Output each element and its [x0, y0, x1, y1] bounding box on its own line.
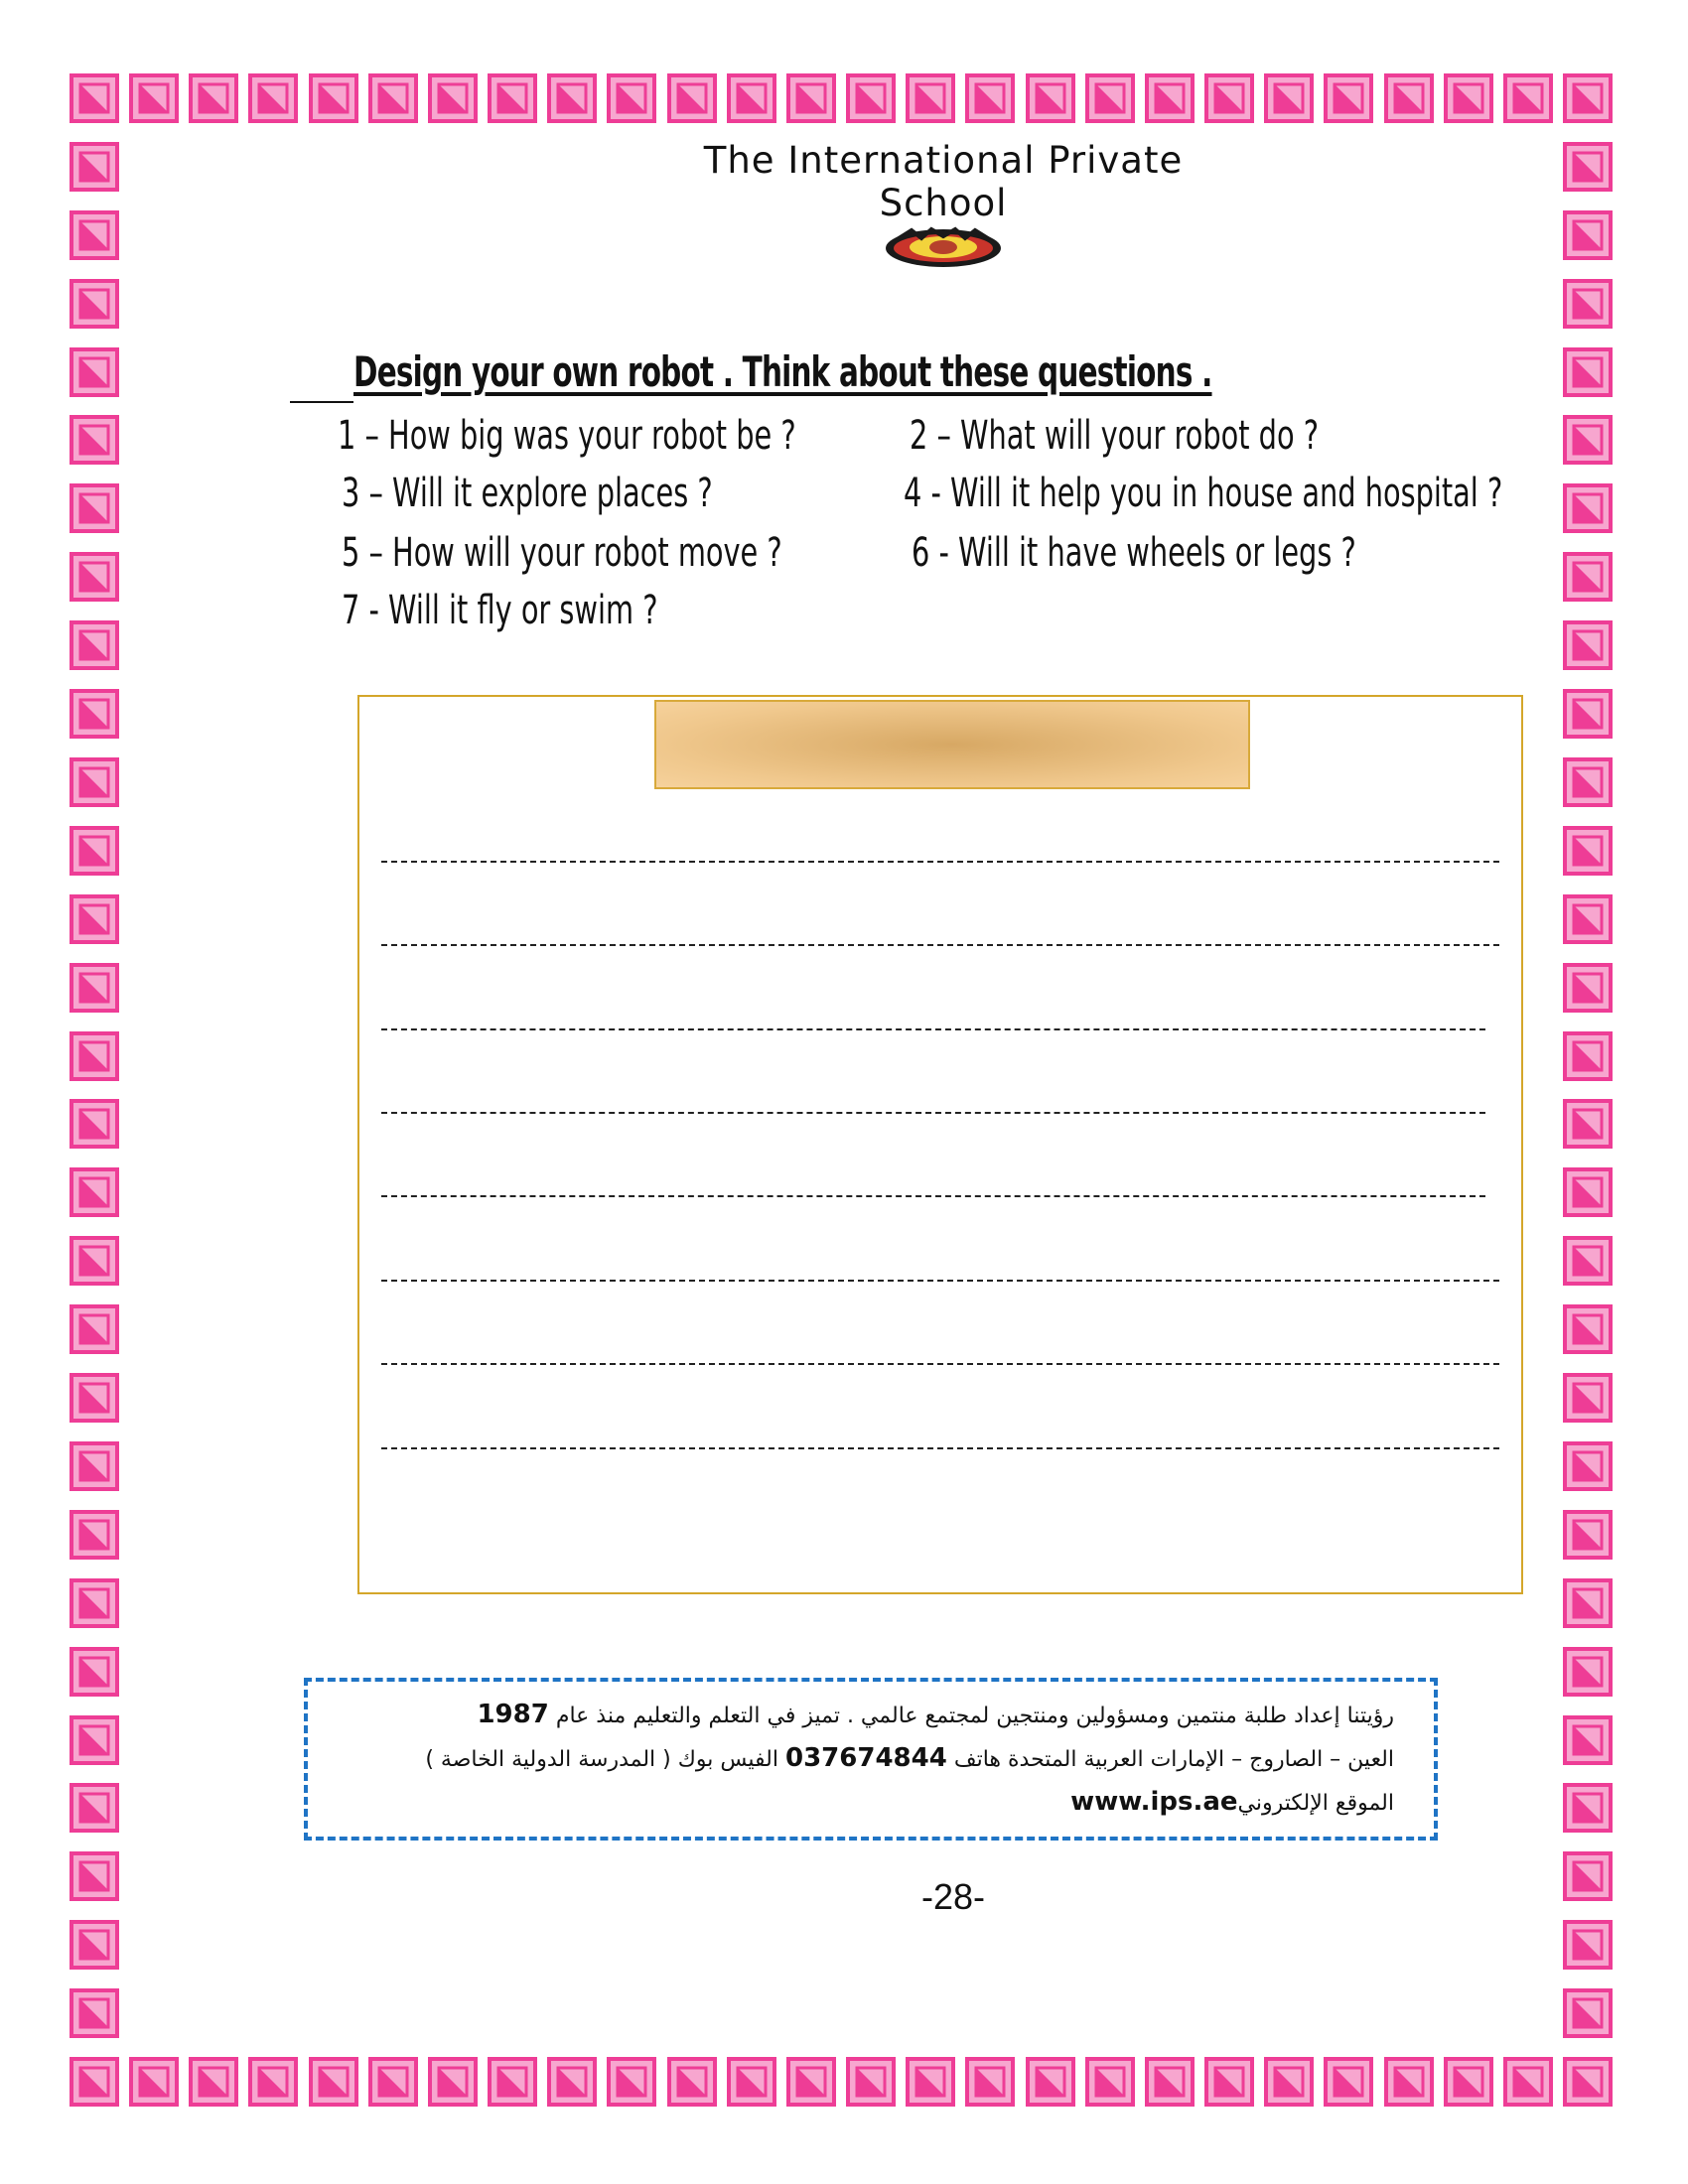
border-tile — [71, 485, 117, 531]
border-tile — [788, 2059, 834, 2105]
answer-line-8[interactable] — [381, 1447, 1499, 1449]
footer-contact-box — [304, 1678, 1438, 1841]
border-tile — [1565, 965, 1611, 1011]
border-tile — [71, 1033, 117, 1079]
border-tile — [1565, 485, 1611, 531]
border-tile — [71, 1990, 117, 2036]
footer-vision-text: رؤيتنا إعداد طلبة منتمين ومسؤولين ومنتجين لمجتمع عالمي . تميز في التعلم والتعليم منذ عام — [555, 1704, 1394, 1728]
border-tile — [71, 144, 117, 190]
border-tile — [71, 1580, 117, 1626]
border-tile — [1565, 1101, 1611, 1147]
border-tile — [1028, 2059, 1073, 2105]
border-tile — [191, 2059, 236, 2105]
border-tile — [370, 2059, 416, 2105]
border-tile — [908, 75, 953, 121]
border-tile — [71, 1306, 117, 1352]
border-tile — [788, 75, 834, 121]
border-tile — [71, 281, 117, 327]
border-tile — [71, 75, 117, 121]
border-tile — [430, 2059, 476, 2105]
border-tile — [1565, 896, 1611, 942]
border-tile — [1565, 75, 1611, 121]
footer-phone: 037674844 — [784, 1743, 947, 1773]
border-tile — [71, 1649, 117, 1695]
border-tile — [71, 1443, 117, 1489]
border-tile — [669, 75, 715, 121]
border-tile — [71, 1101, 117, 1147]
answer-line-3[interactable] — [381, 1028, 1485, 1030]
question-5: 5 – How will your robot move ? — [342, 530, 782, 576]
answer-line-4[interactable] — [381, 1112, 1485, 1114]
border-tile — [609, 75, 654, 121]
border-tile — [669, 2059, 715, 2105]
worksheet-heading: Design your own robot . Think about these questions . — [353, 347, 1212, 396]
footer-address-line — [425, 1743, 1394, 1773]
border-tile — [1565, 1033, 1611, 1079]
border-tile — [1565, 622, 1611, 668]
border-tile — [71, 349, 117, 395]
border-tile — [1326, 75, 1371, 121]
border-tile — [71, 2059, 117, 2105]
border-tile — [729, 75, 774, 121]
border-tile — [1565, 1375, 1611, 1421]
border-tile — [1147, 75, 1193, 121]
border-tile — [71, 212, 117, 258]
border-tile — [1505, 75, 1551, 121]
border-tile — [1087, 75, 1133, 121]
footer-vision-line — [477, 1700, 1394, 1729]
border-tile — [1565, 1922, 1611, 1968]
border-tile — [1565, 1649, 1611, 1695]
border-tile — [908, 2059, 953, 2105]
question-3: 3 – Will it explore places ? — [342, 471, 713, 516]
border-tile — [71, 1238, 117, 1284]
footer-website-link[interactable]: www.ips.ae — [1070, 1787, 1238, 1817]
border-tile — [71, 1717, 117, 1763]
border-tile — [71, 759, 117, 805]
border-tile — [71, 622, 117, 668]
border-tile — [1565, 212, 1611, 258]
border-tile — [131, 75, 177, 121]
footer-address-text: العين – الصاروج – الإمارات العربية المتحدة هاتف — [953, 1747, 1394, 1772]
page-number: -28- — [920, 1876, 986, 1917]
footer-website-label: الموقع الإلكتروني — [1237, 1791, 1394, 1816]
border-tile — [1565, 1717, 1611, 1763]
border-tile — [490, 75, 535, 121]
answer-title-box[interactable] — [654, 700, 1250, 789]
border-tile — [71, 828, 117, 874]
border-tile — [490, 2059, 535, 2105]
border-tile — [1565, 828, 1611, 874]
answer-box — [357, 695, 1523, 1594]
border-tile — [1565, 349, 1611, 395]
border-tile — [967, 75, 1013, 121]
border-tile — [1565, 2059, 1611, 2105]
border-tile — [967, 2059, 1013, 2105]
border-tile — [71, 1853, 117, 1899]
border-tile — [1446, 2059, 1491, 2105]
border-tile — [71, 1785, 117, 1831]
border-tile — [71, 691, 117, 737]
border-tile — [191, 75, 236, 121]
border-tile — [1565, 1306, 1611, 1352]
border-tile — [1147, 2059, 1193, 2105]
question-4: 4 - Will it help you in house and hospital ? — [904, 471, 1503, 516]
border-tile — [1565, 417, 1611, 463]
question-2: 2 – What will your robot do ? — [910, 413, 1320, 459]
school-logo — [882, 226, 1005, 270]
answer-line-5[interactable] — [381, 1195, 1485, 1197]
border-tile — [311, 2059, 356, 2105]
border-tile — [71, 1512, 117, 1558]
border-tile — [1565, 1785, 1611, 1831]
answer-line-7[interactable] — [381, 1363, 1499, 1365]
border-tile — [549, 75, 595, 121]
answer-line-1[interactable] — [381, 861, 1499, 863]
answer-line-6[interactable] — [381, 1280, 1499, 1282]
border-tile — [549, 2059, 595, 2105]
border-tile — [71, 554, 117, 600]
border-tile — [1206, 2059, 1252, 2105]
border-tile — [1505, 2059, 1551, 2105]
border-tile — [848, 2059, 894, 2105]
border-tile — [250, 75, 296, 121]
border-tile — [1446, 75, 1491, 121]
border-tile — [1326, 2059, 1371, 2105]
border-tile — [1565, 1580, 1611, 1626]
border-tile — [250, 2059, 296, 2105]
question-1: 1 – How big was your robot be ? — [338, 413, 796, 459]
heading-underline-lead — [290, 401, 353, 403]
footer-year: 1987 — [477, 1700, 549, 1729]
border-tile — [71, 965, 117, 1011]
border-tile — [1565, 1238, 1611, 1284]
border-tile — [430, 75, 476, 121]
border-tile — [1565, 554, 1611, 600]
border-tile — [848, 75, 894, 121]
footer-website-line — [1070, 1787, 1394, 1817]
border-tile — [1565, 1443, 1611, 1489]
answer-line-2[interactable] — [381, 944, 1499, 946]
border-tile — [1565, 1990, 1611, 2036]
border-tile — [1087, 2059, 1133, 2105]
border-tile — [370, 75, 416, 121]
border-tile — [71, 1375, 117, 1421]
border-tile — [1028, 75, 1073, 121]
border-tile — [1565, 1169, 1611, 1215]
border-tile — [1266, 75, 1312, 121]
border-tile — [1386, 75, 1432, 121]
border-tile — [1206, 75, 1252, 121]
border-tile — [1565, 691, 1611, 737]
border-tile — [1565, 144, 1611, 190]
border-tile — [1565, 281, 1611, 327]
border-tile — [71, 1169, 117, 1215]
question-7: 7 - Will it fly or swim ? — [342, 588, 658, 633]
border-tile — [311, 75, 356, 121]
footer-facebook-text: الفيس بوك ( المدرسة الدولية الخاصة ) — [425, 1747, 778, 1772]
border-tile — [1386, 2059, 1432, 2105]
border-tile — [71, 896, 117, 942]
border-tile — [71, 1922, 117, 1968]
border-tile — [131, 2059, 177, 2105]
border-tile — [1565, 1512, 1611, 1558]
border-tile — [71, 417, 117, 463]
question-6: 6 - Will it have wheels or legs ? — [912, 530, 1356, 576]
border-tile — [1266, 2059, 1312, 2105]
border-tile — [1565, 759, 1611, 805]
border-tile — [729, 2059, 774, 2105]
border-tile — [1565, 1853, 1611, 1899]
border-tile — [609, 2059, 654, 2105]
school-name: The International Private School — [703, 139, 1184, 224]
